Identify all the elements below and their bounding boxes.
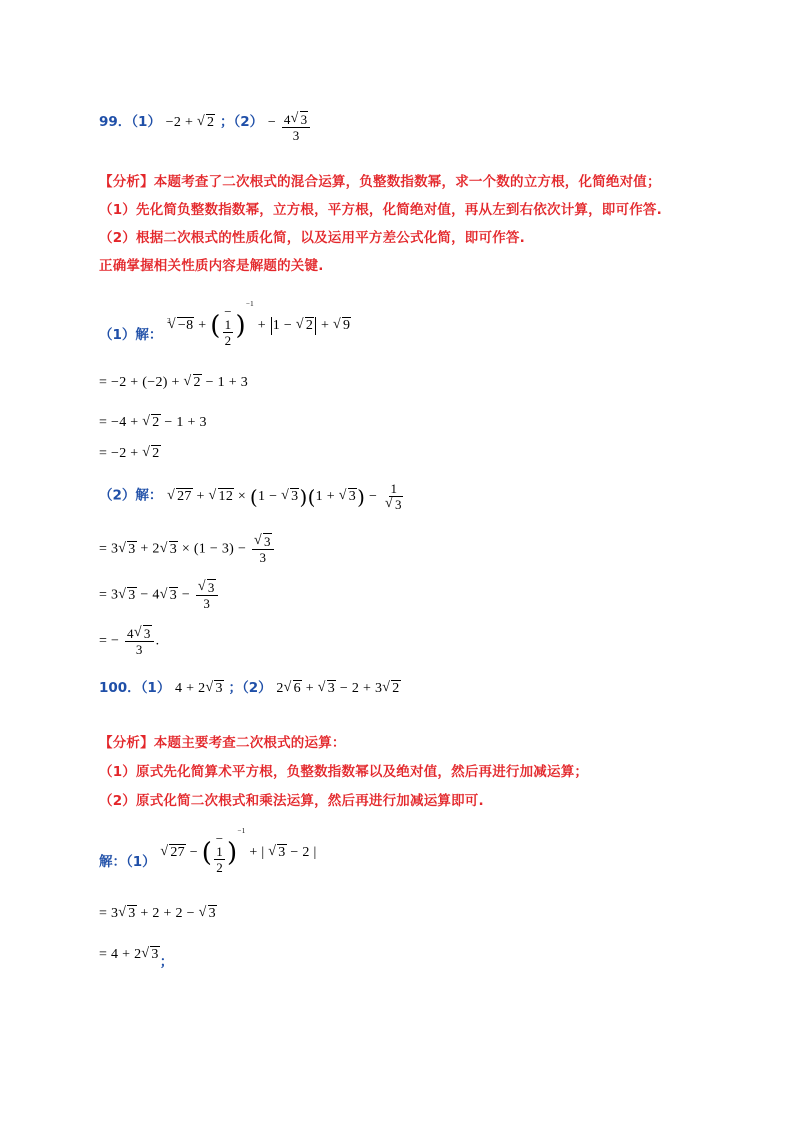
question-99-answer [99, 113, 312, 142]
analysis-paragraph: （1）先化简负整数指数幂，立方根，平方根，化简绝对值，再从左到右依次计算，即可作答. [99, 202, 662, 218]
math-step: = 4 + 2√ 3； [99, 947, 174, 962]
separator: ； [159, 954, 174, 969]
solution-step [99, 300, 351, 348]
solution-label: 解：（1） [99, 854, 156, 871]
math-step: = −2 + √ 2 [99, 447, 161, 461]
period: . [155, 633, 160, 649]
math-expression: $^3$√ −8 + ( − $\frac{1}{2}$ )$^{-1}$ + 1 − √ 2 + √ 9 [167, 318, 351, 333]
separator: ； [219, 114, 234, 130]
math-expression: √ 27 + √ 12 × (1 − √ 3)(1 + √ 3) − 1 √ 3 [167, 489, 407, 504]
analysis-paragraph: （2）原式化简二次根式和乘法运算，然后再进行加减运算即可. [99, 793, 484, 809]
part-label: （2） [241, 680, 272, 696]
math-step: = −2 + (−2) + √ 2 − 1 + 3 [99, 376, 248, 390]
question-100-answer [99, 682, 401, 696]
question-number: 99． [99, 114, 132, 130]
math-step: = 3√ 3 − 4√ 3 − √ $\frac{3}{3}$ [99, 581, 220, 610]
analysis-paragraph: （1）原式先化简算术平方根，负整数指数幂以及绝对值，然后再进行加减运算； [99, 764, 589, 780]
solution-step [99, 827, 317, 875]
solution-label: （1）解： [99, 327, 163, 344]
math-expression: − $\frac{4√ 3}{3}$ [268, 115, 313, 130]
analysis-title: 【分析】本题考查了二次根式的混合运算，负整数指数幂，求一个数的立方根，化简绝对值； [99, 174, 661, 190]
math-step: = −4 + √ 2 − 1 + 3 [99, 416, 207, 430]
part-label: （1） [140, 680, 171, 696]
math-expression: √ 27 − ( − $\frac{1}{2}$ )$^{-1}$ + | √ 3 − 2 | [160, 845, 316, 860]
math-expression: −2 + √ 2 [166, 115, 216, 130]
part-label: （2） [233, 114, 264, 130]
analysis-title: 【分析】本题主要考查二次根式的运算： [99, 735, 346, 751]
math-expression: 2√ 6 + √ 3 − 2 + 3√ 2 [276, 681, 400, 696]
part-label: （1） [131, 114, 161, 130]
solution-step [99, 482, 407, 511]
math-step: = 3√ 3 + 2√ 3 × (1 − 3) − √ $\frac{3}{3}$ [99, 535, 276, 564]
solution-label: （2）解： [99, 487, 163, 504]
math-expression: 4 + 2√ 3 [175, 681, 224, 696]
analysis-paragraph: （2）根据二次根式的性质化简，以及运用平方差公式化简，即可作答. [99, 230, 525, 246]
question-number: 100． [99, 680, 141, 696]
math-step: = 3√ 3 + 2 + 2 − √ 3 [99, 907, 217, 921]
math-step: = − $\frac{4√ 3}{3}$ . [99, 627, 159, 656]
analysis-paragraph: 正确掌握相关性质内容是解题的关键. [99, 258, 324, 274]
separator: ； [228, 680, 242, 696]
